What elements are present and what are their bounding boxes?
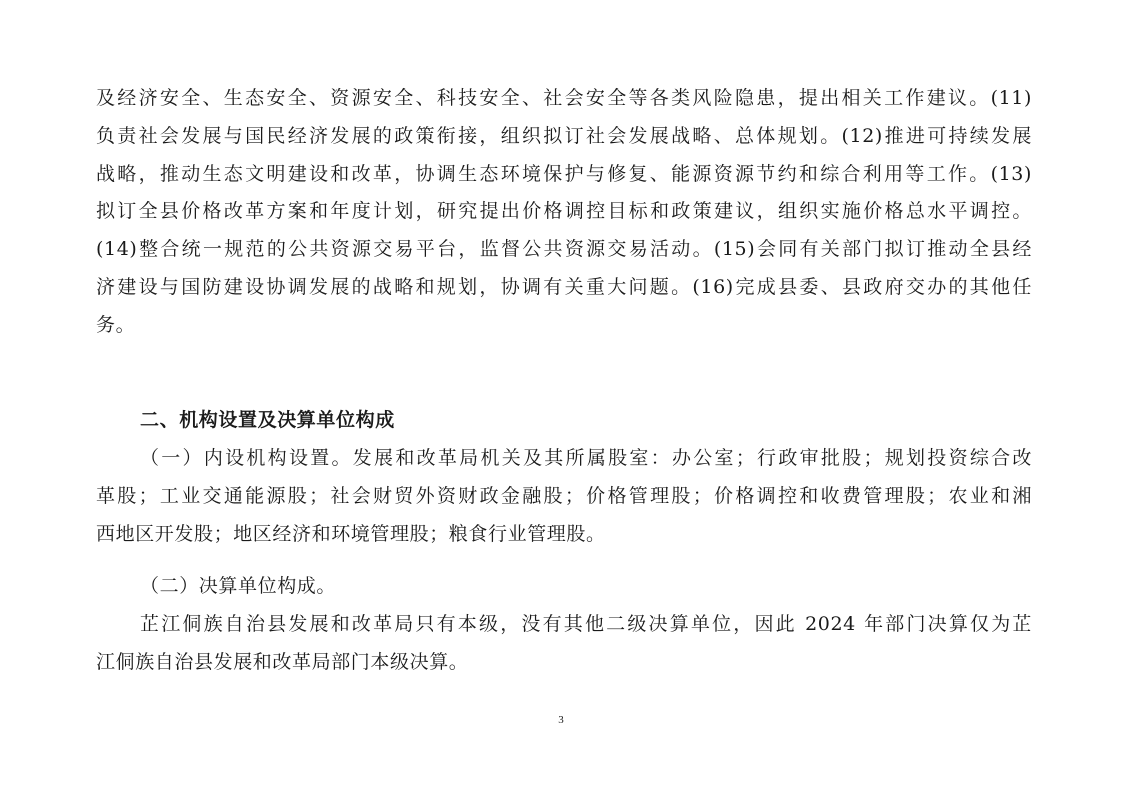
subsection-2-line-1: 芷江侗族自治县发展和改革局只有本级，没有其他二级决算单位，因此 2024 年部门决算仅为芷: [140, 613, 1032, 635]
subsection-1-line-3: 西地区开发股；地区经济和环境管理股；粮食行业管理股。: [96, 523, 606, 545]
paragraph-1-line-5: (14)整合统一规范的公共资源交易平台，监督公共资源交易活动。(15)会同有关部门拟订推动全县经: [96, 238, 1032, 260]
subsection-2-line-2: 江侗族自治县发展和改革局部门本级决算。: [96, 651, 469, 673]
paragraph-1-line-2: 负责社会发展与国民经济发展的政策衔接，组织拟订社会发展战略、总体规划。(12)推进可持续发展: [96, 125, 1032, 147]
subsection-1-line-1: （一）内设机构设置。发展和改革局机关及其所属股室：办公室；行政审批股；规划投资综合改: [140, 447, 1032, 469]
section-heading: 二、机构设置及决算单位构成: [140, 409, 395, 431]
page-number: 3: [558, 714, 564, 726]
subsection-2-heading: （二）决算单位构成。: [140, 575, 337, 597]
paragraph-1-line-7: 务。: [96, 314, 136, 336]
subsection-1-line-2: 革股；工业交通能源股；社会财贸外资财政金融股；价格管理股；价格调控和收费管理股；农业和湘: [96, 485, 1032, 507]
paragraph-1-line-1: 及经济安全、生态安全、资源安全、科技安全、社会安全等各类风险隐患，提出相关工作建议。(11): [96, 87, 1032, 109]
paragraph-1-line-4: 拟订全县价格改革方案和年度计划，研究提出价格调控目标和政策建议，组织实施价格总水平调控。: [96, 200, 1032, 222]
paragraph-1-line-6: 济建设与国防建设协调发展的战略和规划，协调有关重大问题。(16)完成县委、县政府交办的其他任: [96, 276, 1032, 298]
paragraph-1-line-3: 战略，推动生态文明建设和改革，协调生态环境保护与修复、能源资源节约和综合利用等工作。(13): [96, 163, 1032, 185]
